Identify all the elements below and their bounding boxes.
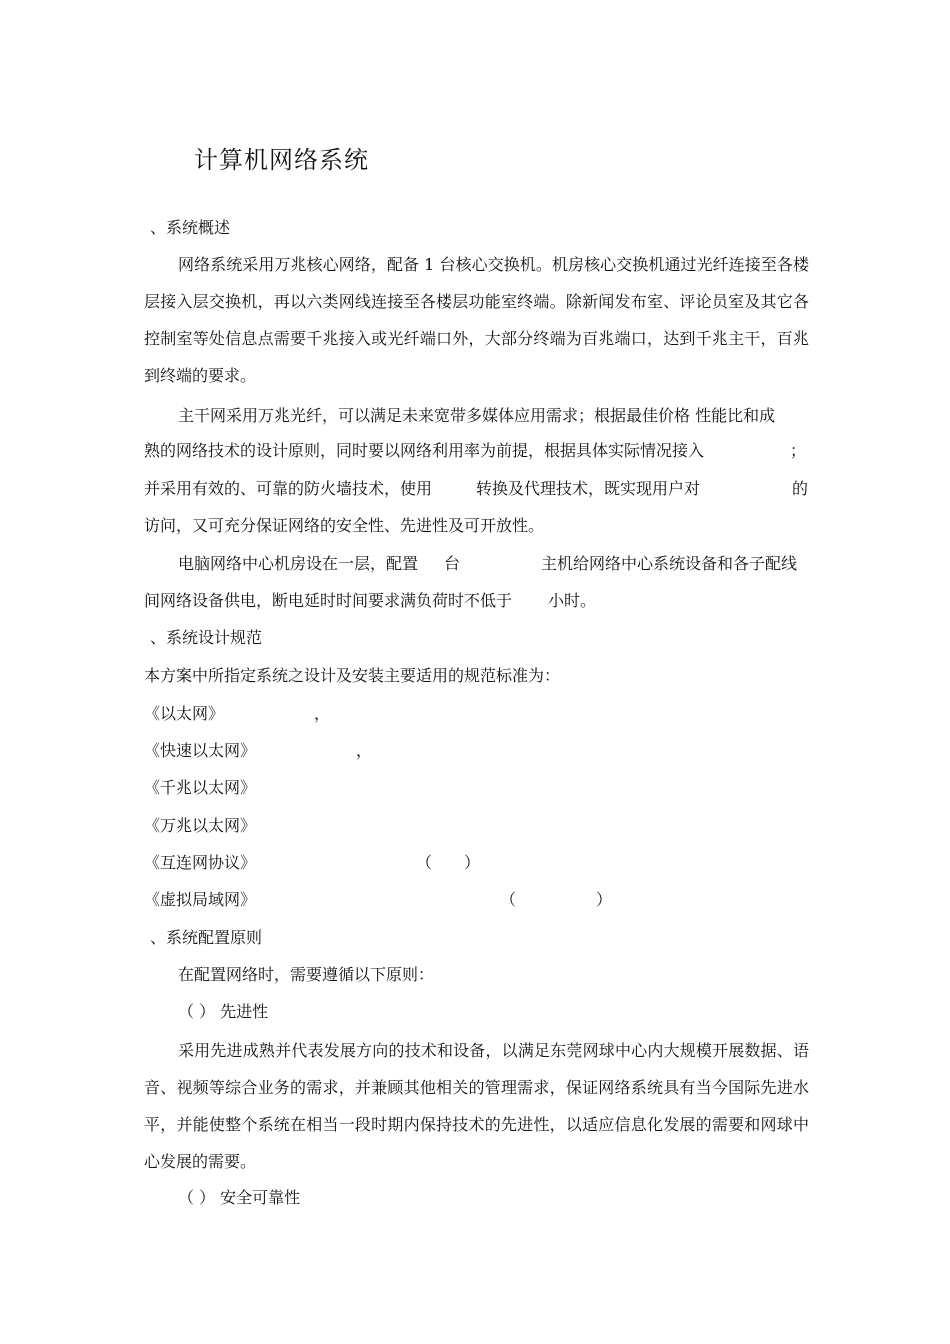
section-heading-standards: 、系统设计规范	[150, 628, 263, 647]
standard-item: 《千兆以太网》	[144, 778, 257, 797]
standard-item-paren: （ ）	[416, 853, 481, 872]
paragraph-backbone-line2: 熟的网络技术的设计原则，同时要以网络利用率为前提，根据具体实际情况接入	[144, 441, 705, 460]
standard-item: 《虚拟局域网》	[144, 890, 257, 909]
section-heading-principles: 、系统配置原则	[150, 928, 263, 947]
standard-item-tail: ，	[314, 704, 331, 723]
section-heading-overview: 、系统概述	[150, 218, 231, 237]
standard-item-paren: （ ）	[500, 890, 613, 909]
paragraph-ups-line1b: 台	[444, 554, 461, 573]
paragraph-ups-line2b: 小时。	[548, 591, 597, 610]
paragraph-ups-line1c: 主机给网络中心系统设备和各子配线	[541, 554, 798, 573]
principles-intro: 在配置网络时，需要遵循以下原则：	[178, 965, 435, 984]
paragraph-backbone-line3c: 的	[792, 479, 809, 498]
standard-item: 《以太网》	[144, 704, 225, 723]
standard-item-tail: ，	[356, 741, 373, 760]
principle-item-advanced: （ ） 先进性	[178, 1002, 269, 1021]
paragraph-backbone-line1: 主干网采用万兆光纤，可以满足未来宽带多媒体应用需求；根据最佳价格 性能比和成	[178, 406, 776, 425]
paragraph-backbone-line3b: 转换及代理技术，既实现用户对	[476, 479, 701, 498]
standard-item: 《万兆以太网》	[144, 816, 257, 835]
principle-item-security: （ ） 安全可靠性	[178, 1188, 301, 1207]
paragraph-backbone-line3a: 并采用有效的、可靠的防火墙技术，使用	[144, 479, 433, 498]
paragraph-ups-line2a: 间网络设备供电，断电延时时间要求满负荷时不低于	[144, 591, 513, 610]
document-title: 计算机网络系统	[194, 146, 369, 174]
paragraph-ups-line1a: 电脑网络中心机房设在一层，配置	[178, 554, 419, 573]
paragraph-overview: 网络系统采用万兆核心网络，配备 1 台核心交换机。机房核心交换机通过光纤连接至各楼层接入层交换机，再以六类网线连接至各楼层功能室终端。除新闻发布室、评论员室及其它各控制室等处信息点需要千兆接入或光纤端口外，大部分终端为百兆端口，达到千兆主干，百兆到终端的要求。	[144, 255, 809, 385]
standard-item: 《互连网协议》	[144, 853, 257, 872]
standard-item: 《快速以太网》	[144, 741, 257, 760]
paragraph-backbone-line2-end: ；	[790, 441, 807, 460]
paragraph-advanced: 采用先进成熟并代表发展方向的技术和设备，以满足东莞网球中心内大规模开展数据、语音、视频等综合业务的需求，并兼顾其他相关的管理需求，保证网络系统具有当今国际先进水平，并能使整个系统在相当一段时期内保持技术的先进性，以适应信息化发展的需要和网球中心发展的需要。	[144, 1041, 809, 1171]
standards-intro: 本方案中所指定系统之设计及安装主要适用的规范标准为：	[144, 666, 561, 685]
paragraph-backbone-line4: 访问，又可充分保证网络的安全性、先进性及可开放性。	[144, 516, 545, 535]
